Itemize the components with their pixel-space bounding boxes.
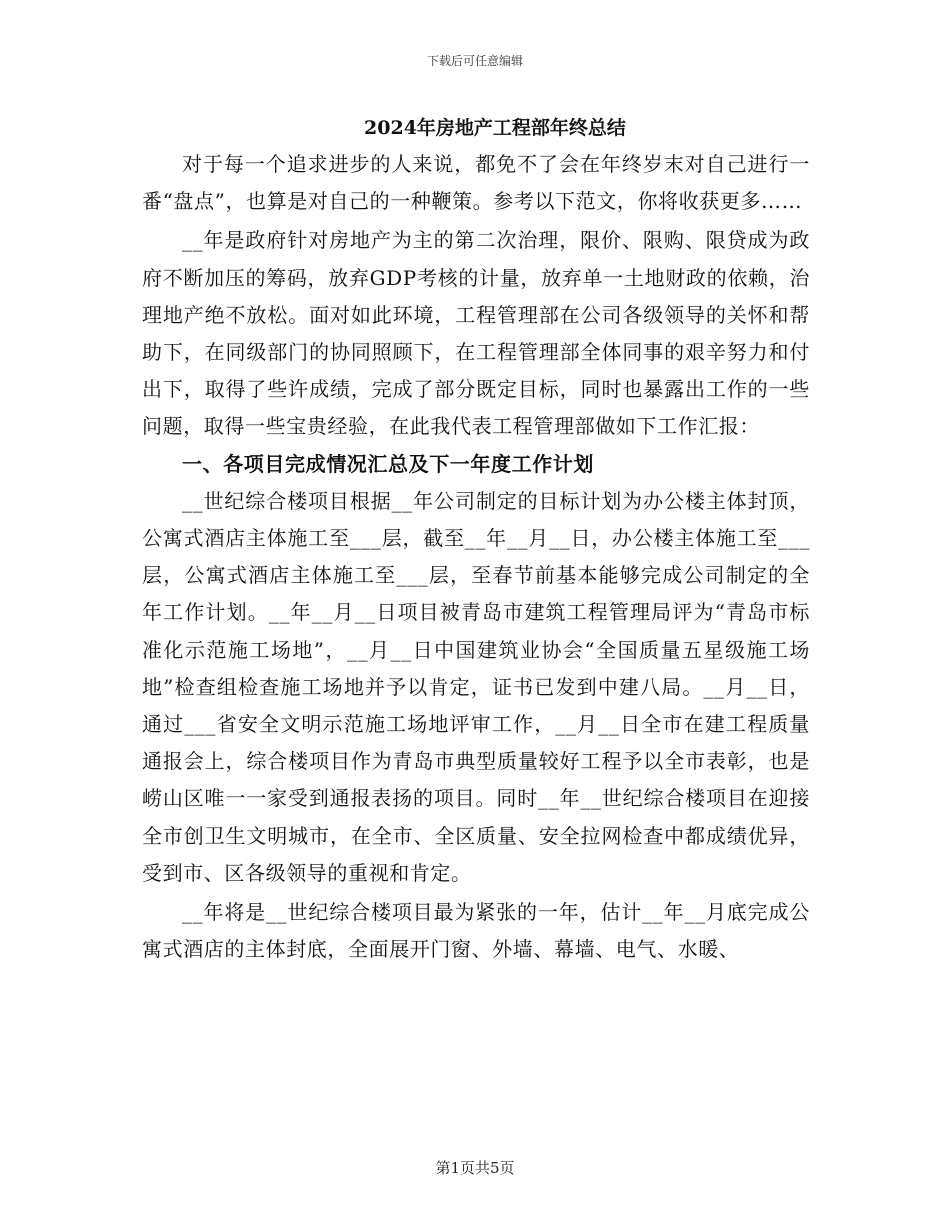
intro-paragraph: 对于每一个追求进步的人来说，都免不了会在年终岁末对自己进行一番“盘点”，也算是对自己的一种鞭策。参考以下范文，你将收获更多…… bbox=[142, 152, 810, 214]
body-paragraph: __年将是__世纪综合楼项目最为紧张的一年，估计__年__月底完成公寓式酒店的主体封底，全面展开门窗、外墙、幕墙、电气、水暖、 bbox=[142, 900, 810, 962]
body-paragraph: __年是政府针对房地产为主的第二次治理，限价、限购、限贷成为政府不断加压的筹码，放弃GDP考核的计量，放弃单一土地财政的依赖，治理地产绝不放松。面对如此环境，工程管理部在公司各级领导的关怀和帮助下，在同级部门的协同照顾下，在工程管理部全体同事的艰辛努力和付出下，取得了些许成绩，完成了部分既定目标，同时也暴露出工作的一些问题，取得一些宝贵经验，在此我代表工程管理部做如下工作汇报： bbox=[142, 228, 810, 439]
page-footer: 第1页共5页 bbox=[435, 1159, 515, 1177]
body-paragraph: __世纪综合楼项目根据__年公司制定的目标计划为办公楼主体封顶，公寓式酒店主体施工至___层，截至__年__月__日，办公楼主体施工至___层，公寓式酒店主体施工至___层，至春节前基本能够完成公司制定的全年工作计划。__年__月__日项目被青岛市建筑工程管理局评为“青岛市标准化示范施工场地”，__月__日中国建筑业协会“全国质量五星级施工场地”检查组检查施工场地并予以肯定，证书已发到中建八局。__月__日，通过___省安全文明示范施工场地评审工作，__月__日全市在建工程质量通报会上，综合楼项目作为青岛市典型质量较好工程予以全市表彰，也是崂山区唯一一家受到通报表扬的项目。同时__年__世纪综合楼项目在迎接全市创卫生文明城市，在全市、全区质量、安全拉网检查中都成绩优异，受到市、区各级领导的重视和肯定。 bbox=[142, 488, 810, 885]
document-title: 2024年房地产工程部年终总结 bbox=[364, 117, 626, 139]
document-body bbox=[142, 146, 810, 968]
page-header-note: 下载后可任意编辑 bbox=[426, 54, 523, 68]
section-heading: 一、各项目完成情况汇总及下一年度工作计划 bbox=[182, 451, 594, 476]
